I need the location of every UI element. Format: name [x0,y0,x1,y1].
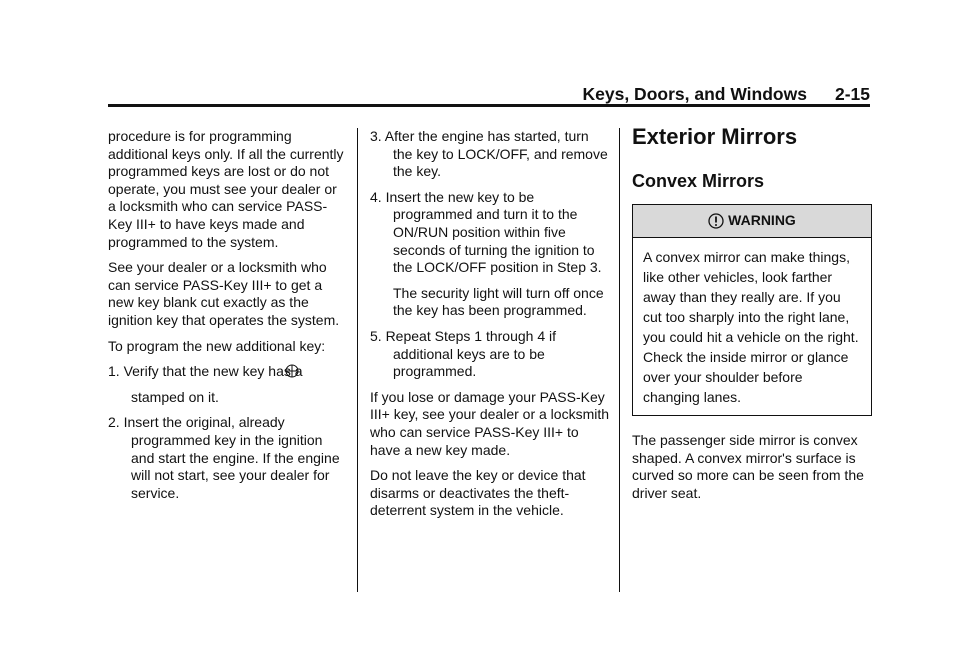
warning-text: A convex mirror can make things, like other vehicles, look farther away than they really are. If you cut too sharply into the right lane, you could hit a vehicle on the right. Check the inside mirror or glance over your shoulder before changing lanes. [643,249,859,405]
paragraph-lost-key: If you lose or damage your PASS-Key III+ key, see your dealer or a locksmith who can service PASS-Key III+ to have a new key made. [370,388,610,458]
step-1 [108,363,346,383]
page-number: 2-15 [834,84,870,104]
paragraph-passenger-mirror: The passenger side mirror is convex shaped. A convex mirror's surface is curved so more can be seen from the driver seat. [632,432,864,501]
warning-label: WARNING [728,212,796,229]
column-left [108,128,346,510]
step-4: 4. Insert the new key to be programmed and turn it to the ON/RUN position within five seconds of turning the ignition to the LOCK/OFF position in Step 3. [370,188,602,276]
section-title: Keys, Doors, and Windows [582,84,807,104]
step-3: 3. After the engine has started, turn the key to LOCK/OFF, and remove the key. [370,128,608,180]
warning-header [633,205,871,238]
column-divider-2 [619,128,620,592]
running-header [108,84,870,106]
column-divider-1 [357,128,358,592]
column-right [632,124,872,510]
warning-icon [708,213,724,229]
paragraph-do-not-leave: Do not leave the key or device that disarms or deactivates the theft-deterrent system in the vehicle. [370,467,586,519]
header-rule [108,104,870,107]
column-middle [370,128,610,528]
paragraph-program-intro: To program the new additional key: [108,337,326,354]
warning-box [632,204,872,416]
step-2: 2. Insert the original, already programmed key in the ignition and start the engine. If the engine will not start, see your dealer for service. [108,414,340,501]
subsection-heading: Convex Mirrors [632,171,765,191]
step-5: 5. Repeat Steps 1 through 4 if additional keys are to be programmed. [370,327,557,380]
paragraph-intro: procedure is for programming additional keys only. If all the currently programmed keys are lost or do not operate, you must see your dealer or a locksmith who can service PASS-Key III+ to have keys made and programmed to the system. [108,128,344,250]
section-heading: Exterior Mirrors [632,124,798,149]
step-4-note: The security light will turn off once the key has been programmed. [393,284,604,319]
paragraph-dealer: See your dealer or a locksmith who can service PASS-Key III+ to get a new key blank cut exactly as the ignition key that operates the system. [108,259,340,328]
step-1-continuation: stamped on it. [131,388,219,405]
step-1-text: 1. Verify that the new key has a [108,363,303,380]
